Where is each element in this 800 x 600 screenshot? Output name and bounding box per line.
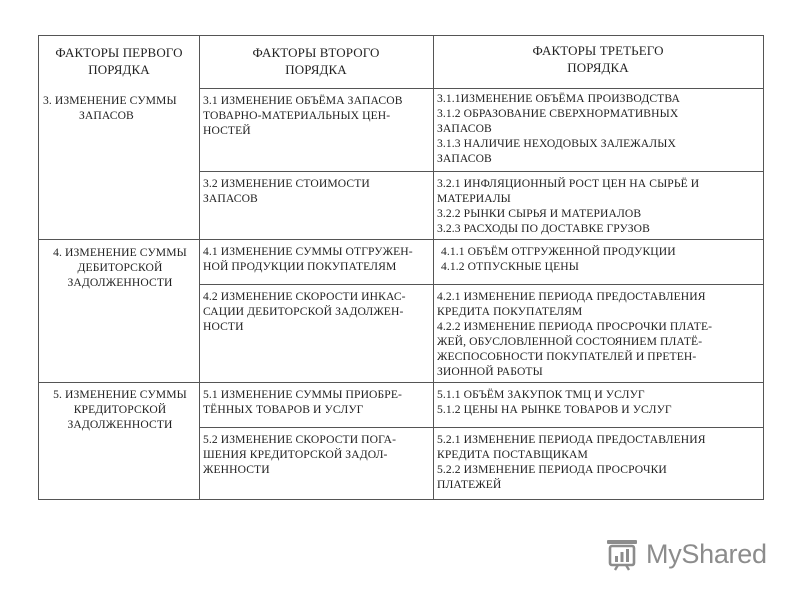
text-line: 4.1.2 ОТПУСКНЫЕ ЦЕНЫ — [441, 260, 579, 273]
text-line: НОЙ ПРОДУКЦИИ ПОКУПАТЕЛЯМ — [203, 260, 397, 273]
text-line: ЗИОННОЙ РАБОТЫ — [437, 365, 543, 378]
text-line: 5.2.1 ИЗМЕНЕНИЕ ПЕРИОДА ПРЕДОСТАВЛЕНИЯ — [437, 433, 706, 446]
third-order-factors — [437, 387, 672, 417]
text-line: МАТЕРИАЛЫ — [437, 192, 511, 205]
third-order-factors — [437, 289, 712, 379]
header-divider — [199, 88, 763, 89]
text-line: НОСТИ — [203, 320, 244, 333]
text-line: 5.2 ИЗМЕНЕНИЕ СКОРОСТИ ПОГА- — [203, 433, 397, 446]
text-line: ЗАПАСОВ — [203, 192, 258, 205]
third-order-factors — [441, 244, 676, 274]
myshared-logo-icon — [604, 536, 640, 572]
header-first-order — [39, 44, 199, 78]
column-divider — [433, 36, 434, 499]
text-line: ЖЕСПОСОБНОСТИ ПОКУПАТЕЛЕЙ И ПРЕТЕН- — [437, 350, 697, 363]
row-divider — [199, 171, 763, 172]
second-order-factor — [203, 432, 396, 477]
text-line: ШЕНИЯ КРЕДИТОРСКОЙ ЗАДОЛ- — [203, 448, 388, 461]
watermark-text: MyShared — [646, 538, 767, 569]
text-line: ДЕБИТОРСКОЙ — [77, 261, 163, 274]
header-second-order — [199, 44, 433, 78]
second-order-factor — [203, 289, 406, 334]
third-order-factors — [437, 176, 699, 236]
third-order-factors — [437, 432, 706, 492]
text-line: ЗАПАСОВ — [437, 152, 492, 165]
text-line: 3.1.1ИЗМЕНЕНИЕ ОБЪЁМА ПРОИЗВОДСТВА — [437, 92, 680, 105]
text-line: 4. ИЗМЕНЕНИЕ СУММЫ — [53, 246, 187, 259]
header-line: ПОРЯДКА — [285, 62, 347, 77]
myshared-watermark — [604, 534, 767, 574]
text-line: 5.2.2 ИЗМЕНЕНИЕ ПЕРИОДА ПРОСРОЧКИ — [437, 463, 667, 476]
second-order-factor — [203, 176, 370, 206]
text-line: 4.2.2 ИЗМЕНЕНИЕ ПЕРИОДА ПРОСРОЧКИ ПЛАТЕ- — [437, 320, 713, 333]
text-line: 5. ИЗМЕНЕНИЕ СУММЫ — [53, 388, 187, 401]
text-line: 3.1.3 НАЛИЧИЕ НЕХОДОВЫХ ЗАЛЕЖАЛЫХ — [437, 137, 676, 150]
text-line: 3.2.3 РАСХОДЫ ПО ДОСТАВКЕ ГРУЗОВ — [437, 222, 650, 235]
second-order-factor — [203, 387, 402, 417]
second-order-factor — [203, 93, 403, 138]
text-line: 5.1.2 ЦЕНЫ НА РЫНКЕ ТОВАРОВ И УСЛУГ — [437, 403, 672, 416]
text-line: ЗАДОЛЖЕННОСТИ — [67, 418, 173, 431]
text-line: КРЕДИТА ПОСТАВЩИКАМ — [437, 448, 588, 461]
second-order-factor — [203, 244, 413, 274]
text-line: ПЛАТЕЖЕЙ — [437, 478, 502, 491]
text-line: 3.2.2 РЫНКИ СЫРЬЯ И МАТЕРИАЛОВ — [437, 207, 642, 220]
row-divider — [39, 382, 763, 383]
text-line: ЗАПАСОВ — [437, 122, 492, 135]
first-order-factor — [43, 245, 197, 290]
text-line: ЗАДОЛЖЕННОСТИ — [67, 276, 173, 289]
text-line: 5.1.1 ОБЪЁМ ЗАКУПОК ТМЦ И УСЛУГ — [437, 388, 645, 401]
text-line: 4.2 ИЗМЕНЕНИЕ СКОРОСТИ ИНКАС- — [203, 290, 406, 303]
header-line: ПОРЯДКА — [88, 62, 150, 77]
row-divider — [39, 239, 763, 240]
text-line: 3.2.1 ИНФЛЯЦИОННЫЙ РОСТ ЦЕН НА СЫРЬЁ И — [437, 177, 700, 190]
header-line: ФАКТОРЫ ПЕРВОГО — [55, 45, 183, 60]
text-line: 3.2 ИЗМЕНЕНИЕ СТОИМОСТИ — [203, 177, 370, 190]
header-line: ФАКТОРЫ ТРЕТЬЕГО — [532, 43, 664, 58]
row-divider — [199, 427, 763, 428]
text-line: НОСТЕЙ — [203, 124, 251, 137]
text-line: ЗАПАСОВ — [79, 109, 134, 122]
text-line: КРЕДИТОРСКОЙ — [73, 403, 167, 416]
column-divider — [199, 36, 200, 499]
text-line: 5.1 ИЗМЕНЕНИЕ СУММЫ ПРИОБРЕ- — [203, 388, 402, 401]
header-third-order — [433, 42, 763, 76]
text-line: ЖЕННОСТИ — [203, 463, 270, 476]
text-line: ТОВАРНО-МАТЕРИАЛЬНЫХ ЦЕН- — [203, 109, 391, 122]
text-line: ЖЕЙ, ОБУСЛОВЛЕННОЙ СОСТОЯНИЕМ ПЛАТЁ- — [437, 335, 703, 348]
first-order-factor — [43, 387, 197, 432]
text-line: САЦИИ ДЕБИТОРСКОЙ ЗАДОЛЖЕН- — [203, 305, 404, 318]
header-line: ПОРЯДКА — [567, 60, 629, 75]
text-line: 3. ИЗМЕНЕНИЕ СУММЫ — [43, 94, 177, 107]
text-line: КРЕДИТА ПОКУПАТЕЛЯМ — [437, 305, 583, 318]
text-line: ТЁННЫХ ТОВАРОВ И УСЛУГ — [203, 403, 364, 416]
text-line: 4.1 ИЗМЕНЕНИЕ СУММЫ ОТГРУЖЕН- — [203, 245, 413, 258]
row-divider — [199, 284, 763, 285]
third-order-factors — [437, 91, 680, 166]
header-line: ФАКТОРЫ ВТОРОГО — [252, 45, 380, 60]
text-line: 3.1 ИЗМЕНЕНИЕ ОБЪЁМА ЗАПАСОВ — [203, 94, 403, 107]
factors-table — [38, 35, 764, 500]
text-line: 4.2.1 ИЗМЕНЕНИЕ ПЕРИОДА ПРЕДОСТАВЛЕНИЯ — [437, 290, 706, 303]
first-order-factor — [43, 93, 177, 123]
text-line: 3.1.2 ОБРАЗОВАНИЕ СВЕРХНОРМАТИВНЫХ — [437, 107, 679, 120]
text-line: 4.1.1 ОБЪЁМ ОТГРУЖЕННОЙ ПРОДУКЦИИ — [441, 245, 676, 258]
